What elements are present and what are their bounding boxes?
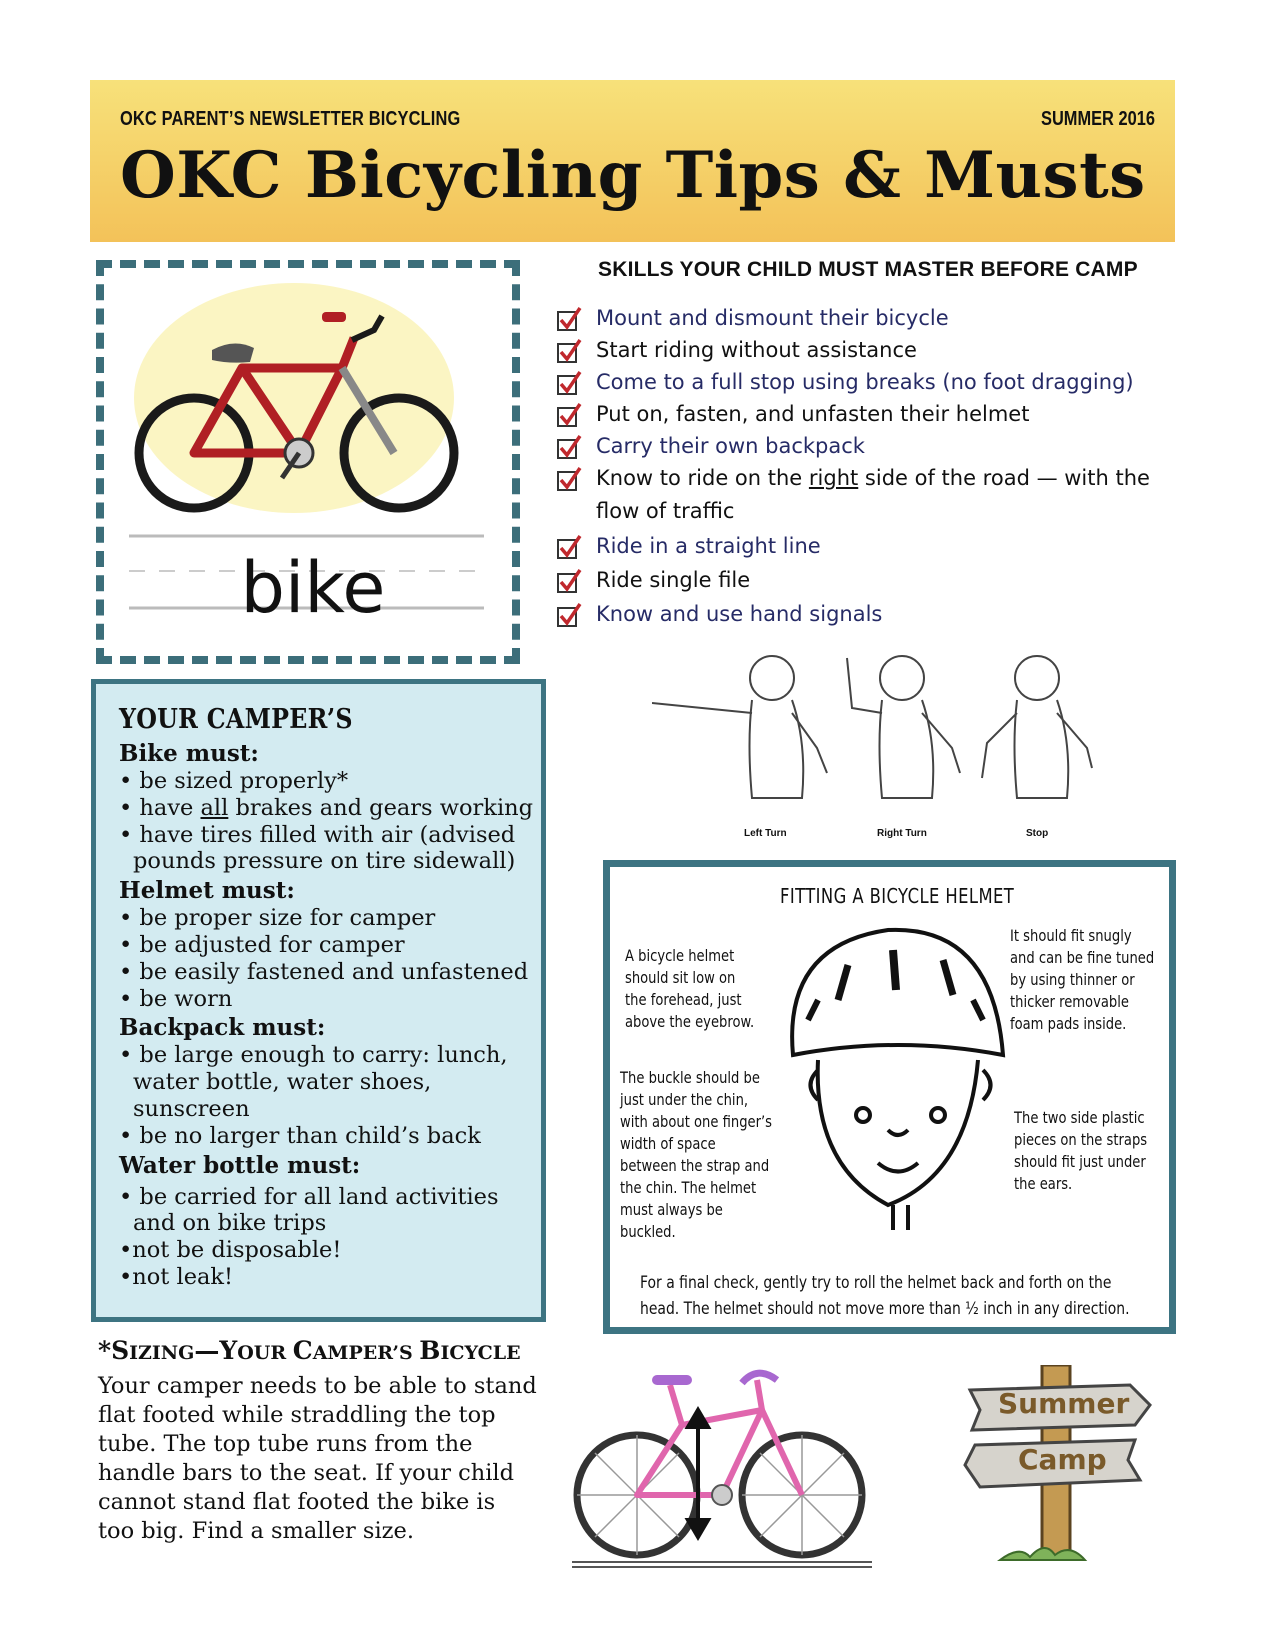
sizing-title-part: C [292, 1336, 313, 1365]
skill-item [556, 564, 1176, 596]
skill-text: Start riding without assistance [596, 338, 917, 362]
water-bottle-item: •not leak! [119, 1263, 234, 1290]
helmet-note-forehead: A bicycle helmet should sit low on the forehead, just above the eyebrow. [625, 946, 755, 1031]
helmet-item: • be easily fastened and unfastened [119, 958, 529, 985]
skill-item [556, 366, 1176, 398]
sizing-title [98, 1336, 521, 1365]
sizing-title-part: IZING [129, 1342, 195, 1364]
skill-text: side of the road — with the flow of traffic [596, 466, 1150, 523]
camper-requirements-box [91, 679, 546, 1322]
checkbox-checked-icon [556, 568, 582, 594]
sizing-title-part: *S [98, 1336, 130, 1365]
checkbox-checked-icon [556, 466, 582, 492]
helmet-item: • be adjusted for camper [119, 931, 405, 958]
checkbox-checked-icon [556, 534, 582, 560]
sizing-title-part: AMPER’S [312, 1342, 420, 1364]
bike-item-prefix: • have [119, 794, 201, 821]
skills-list [556, 302, 1176, 630]
skill-item [556, 598, 1176, 630]
skill-text: Ride single file [596, 568, 751, 592]
backpack-item: • be no larger than child’s back [119, 1122, 481, 1149]
water-bottle-item: • be carried for all land activities and on bike trips [119, 1183, 499, 1237]
sign-line-2: Camp [1018, 1443, 1107, 1476]
bike-item: • have tires filled with air (advised pounds pressure on tire sidewall) [119, 821, 516, 875]
sizing-title-part: ICYCLE [440, 1342, 521, 1364]
bike-word: bike [240, 547, 386, 629]
sign-line-1: Summer [998, 1387, 1130, 1420]
helmet-note-buckle: The buckle should be just under the chin, with about one finger’s width of space between the strap and the chin. The helmet must always be buckled. [620, 1068, 772, 1241]
helmet-note-snug: It should fit snugly and can be fine tuned by using thinner or thicker removable foam pads inside. [1010, 926, 1155, 1033]
water-bottle-item: •not be disposable! [119, 1237, 342, 1264]
checkbox-checked-icon [556, 306, 582, 332]
checkbox-checked-icon [556, 402, 582, 428]
hand-signals-illustration [652, 648, 1122, 846]
skill-item [556, 530, 1176, 562]
helmet-icon [778, 905, 1008, 1245]
skill-text: Mount and dismount their bicycle [596, 306, 949, 330]
skill-text: Know and use hand signals [596, 602, 883, 626]
camper-title: YOUR CAMPER’S [119, 704, 353, 735]
skill-text: Ride in a straight line [596, 534, 821, 558]
checkbox-checked-icon [556, 602, 582, 628]
skill-item [556, 462, 1176, 528]
skill-emphasis: right [808, 466, 859, 490]
stop-label: Stop [1026, 828, 1049, 839]
page-title: OKC Bicycling Tips & Musts [120, 138, 1146, 213]
backpack-item: • be large enough to carry: lunch, water bottle, water shoes, sunscreen [119, 1042, 508, 1122]
backpack-must-heading: Backpack must: [119, 1014, 326, 1042]
checkbox-checked-icon [556, 338, 582, 364]
checkbox-checked-icon [556, 434, 582, 460]
left-turn-label: Left Turn [744, 828, 787, 839]
sizing-body: Your camper needs to be able to stand flat footed while straddling the top tube. The top tube runs from the handle bars to the seat. If your child cannot stand flat footed the bike is too big. Find a smaller size. [98, 1373, 537, 1544]
bike-item-emphasis: all [200, 794, 229, 821]
hand-signals-icon [652, 648, 1122, 828]
skill-text: Put on, fasten, and unfasten their helmet [596, 402, 1030, 426]
bike-item: • be sized properly* [119, 768, 349, 794]
pink-bike-icon [572, 1355, 872, 1570]
checkbox-checked-icon [556, 370, 582, 396]
helmet-must-heading: Helmet must: [119, 877, 295, 905]
skills-heading: SKILLS YOUR CHILD MUST MASTER BEFORE CAMP [598, 258, 1138, 281]
season-label: SUMMER 2016 [1041, 108, 1155, 130]
skill-text: Know to ride on the [596, 466, 809, 490]
skill-text: Come to a full stop using breaks (no foot dragging) [596, 370, 1134, 394]
header-banner [90, 80, 1175, 242]
bike-item [119, 795, 539, 822]
skill-item [556, 398, 1176, 430]
bike-must-heading: Bike must: [119, 740, 259, 767]
newsletter-kicker: OKC PARENT’S NEWSLETTER BICYCLING [120, 108, 461, 130]
helmet-fitting-title: FITTING A BICYCLE HELMET [780, 884, 1015, 908]
helmet-fitting-box [603, 860, 1176, 1334]
sizing-title-part: B [419, 1336, 441, 1365]
skill-text: Carry their own backpack [596, 434, 865, 458]
sizing-title-part: OUR [237, 1342, 293, 1364]
bike-item-suffix: brakes and gears working [228, 794, 534, 821]
summer-camp-sign [960, 1365, 1160, 1565]
skill-item [556, 302, 1176, 334]
helmet-item: • be proper size for camper [119, 905, 436, 932]
water-bottle-must-heading: Water bottle must: [119, 1151, 361, 1179]
helmet-item: • be worn [119, 985, 233, 1012]
helmet-note-straps: The two side plastic pieces on the straps should fit just under the ears. [1014, 1108, 1148, 1193]
skill-item [556, 334, 1176, 366]
sizing-title-part: —Y [194, 1336, 238, 1365]
skill-item [556, 430, 1176, 462]
helmet-note-final: For a final check, gently try to roll the helmet back and forth on the head. The helmet should not move more than ½ inch in any direction. [640, 1273, 1130, 1319]
right-turn-label: Right Turn [877, 828, 927, 839]
